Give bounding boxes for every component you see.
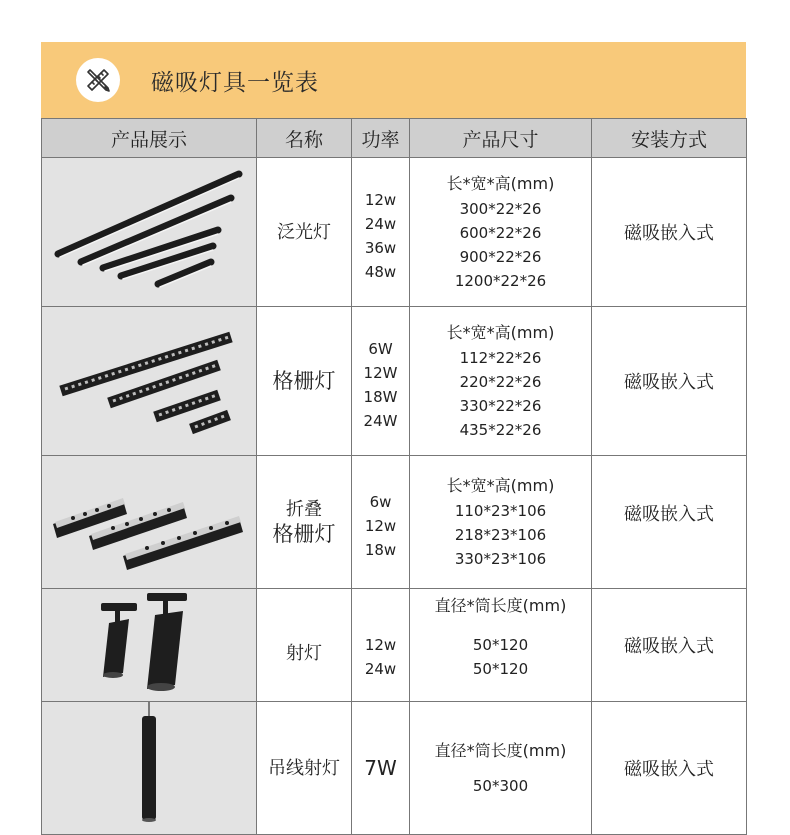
size-cell bbox=[410, 158, 592, 307]
size-value: 300*22*26 bbox=[459, 200, 542, 218]
size-value: 110*23*106 bbox=[454, 502, 547, 520]
install-method: 磁吸嵌入式 bbox=[592, 158, 747, 307]
power-cell bbox=[352, 456, 410, 589]
install-method: 磁吸嵌入式 bbox=[592, 702, 747, 835]
folding-grille-light-image bbox=[43, 456, 256, 584]
product-name bbox=[257, 702, 352, 835]
size-header: 长*宽*高(mm) bbox=[446, 323, 555, 342]
product-name-line: 泛光灯 bbox=[277, 221, 331, 243]
install-method: 磁吸嵌入式 bbox=[592, 589, 747, 702]
size-header: 长*宽*高(mm) bbox=[446, 476, 555, 495]
title-icon-badge bbox=[76, 58, 120, 102]
power-value: 18W bbox=[363, 388, 398, 406]
size-value: 50*300 bbox=[472, 777, 529, 795]
product-name-line: 射灯 bbox=[286, 643, 322, 664]
power-value: 7W bbox=[364, 756, 397, 780]
table-row bbox=[42, 589, 747, 702]
table-row bbox=[42, 307, 747, 456]
size-value: 330*22*26 bbox=[459, 397, 542, 415]
product-image-cell bbox=[42, 307, 257, 456]
page-title: 磁吸灯具一览表 bbox=[151, 70, 319, 96]
table-header-row bbox=[42, 119, 747, 158]
title-banner bbox=[41, 42, 746, 118]
size-value: 330*23*106 bbox=[454, 550, 547, 568]
spotlight-image bbox=[43, 589, 256, 697]
header-power: 功率 bbox=[352, 119, 410, 158]
size-cell bbox=[410, 307, 592, 456]
product-name bbox=[257, 456, 352, 589]
size-header: 直径*筒长度(mm) bbox=[434, 596, 567, 615]
product-name-line: 折叠 bbox=[286, 499, 322, 520]
power-cell bbox=[352, 589, 410, 702]
header-size: 产品尺寸 bbox=[410, 119, 592, 158]
power-value: 12w bbox=[364, 636, 397, 654]
product-table bbox=[41, 118, 747, 835]
power-value: 12W bbox=[363, 364, 398, 382]
size-value: 112*22*26 bbox=[459, 349, 542, 367]
power-value: 18w bbox=[364, 541, 397, 559]
power-cell bbox=[352, 702, 410, 835]
size-value: 900*22*26 bbox=[459, 248, 542, 266]
product-image-cell bbox=[42, 158, 257, 307]
size-value: 50*120 bbox=[472, 636, 529, 654]
power-value: 48w bbox=[364, 263, 397, 281]
linear-floodlight-bars-image bbox=[43, 158, 256, 302]
power-value: 36w bbox=[364, 239, 397, 257]
table-row bbox=[42, 702, 747, 835]
product-name-line: 格栅灯 bbox=[272, 522, 336, 546]
product-name bbox=[257, 158, 352, 307]
size-value: 1200*22*26 bbox=[454, 272, 547, 290]
size-value: 50*120 bbox=[472, 660, 529, 678]
product-image-cell bbox=[42, 702, 257, 835]
grille-light-bars-image bbox=[43, 307, 256, 451]
header-product-image: 产品展示 bbox=[42, 119, 257, 158]
pendant-spotlight-image bbox=[43, 702, 256, 830]
power-value: 12w bbox=[364, 191, 397, 209]
size-cell bbox=[410, 702, 592, 835]
table-row bbox=[42, 158, 747, 307]
power-cell bbox=[352, 158, 410, 307]
power-cell bbox=[352, 307, 410, 456]
product-name-line: 格栅灯 bbox=[272, 368, 336, 393]
product-name bbox=[257, 589, 352, 702]
product-name-line: 吊线射灯 bbox=[268, 757, 340, 779]
size-value: 600*22*26 bbox=[459, 224, 542, 242]
size-cell bbox=[410, 456, 592, 589]
power-value: 24w bbox=[364, 215, 397, 233]
size-header: 长*宽*高(mm) bbox=[446, 174, 555, 193]
pencil-ruler-icon bbox=[84, 66, 112, 94]
size-value: 220*22*26 bbox=[459, 373, 542, 391]
product-image-cell bbox=[42, 456, 257, 589]
product-name bbox=[257, 307, 352, 456]
table-row bbox=[42, 456, 747, 589]
power-value: 12w bbox=[364, 517, 397, 535]
power-value: 6W bbox=[368, 340, 393, 358]
header-name: 名称 bbox=[257, 119, 352, 158]
power-value: 24W bbox=[363, 412, 398, 430]
product-image-cell bbox=[42, 589, 257, 702]
power-value: 6w bbox=[369, 493, 392, 511]
size-value: 218*23*106 bbox=[454, 526, 547, 544]
install-method: 磁吸嵌入式 bbox=[592, 456, 747, 589]
power-value: 24w bbox=[364, 660, 397, 678]
size-header: 直径*筒长度(mm) bbox=[434, 741, 567, 760]
size-value: 435*22*26 bbox=[459, 421, 542, 439]
header-install: 安装方式 bbox=[592, 119, 747, 158]
size-cell bbox=[410, 589, 592, 702]
install-method: 磁吸嵌入式 bbox=[592, 307, 747, 456]
